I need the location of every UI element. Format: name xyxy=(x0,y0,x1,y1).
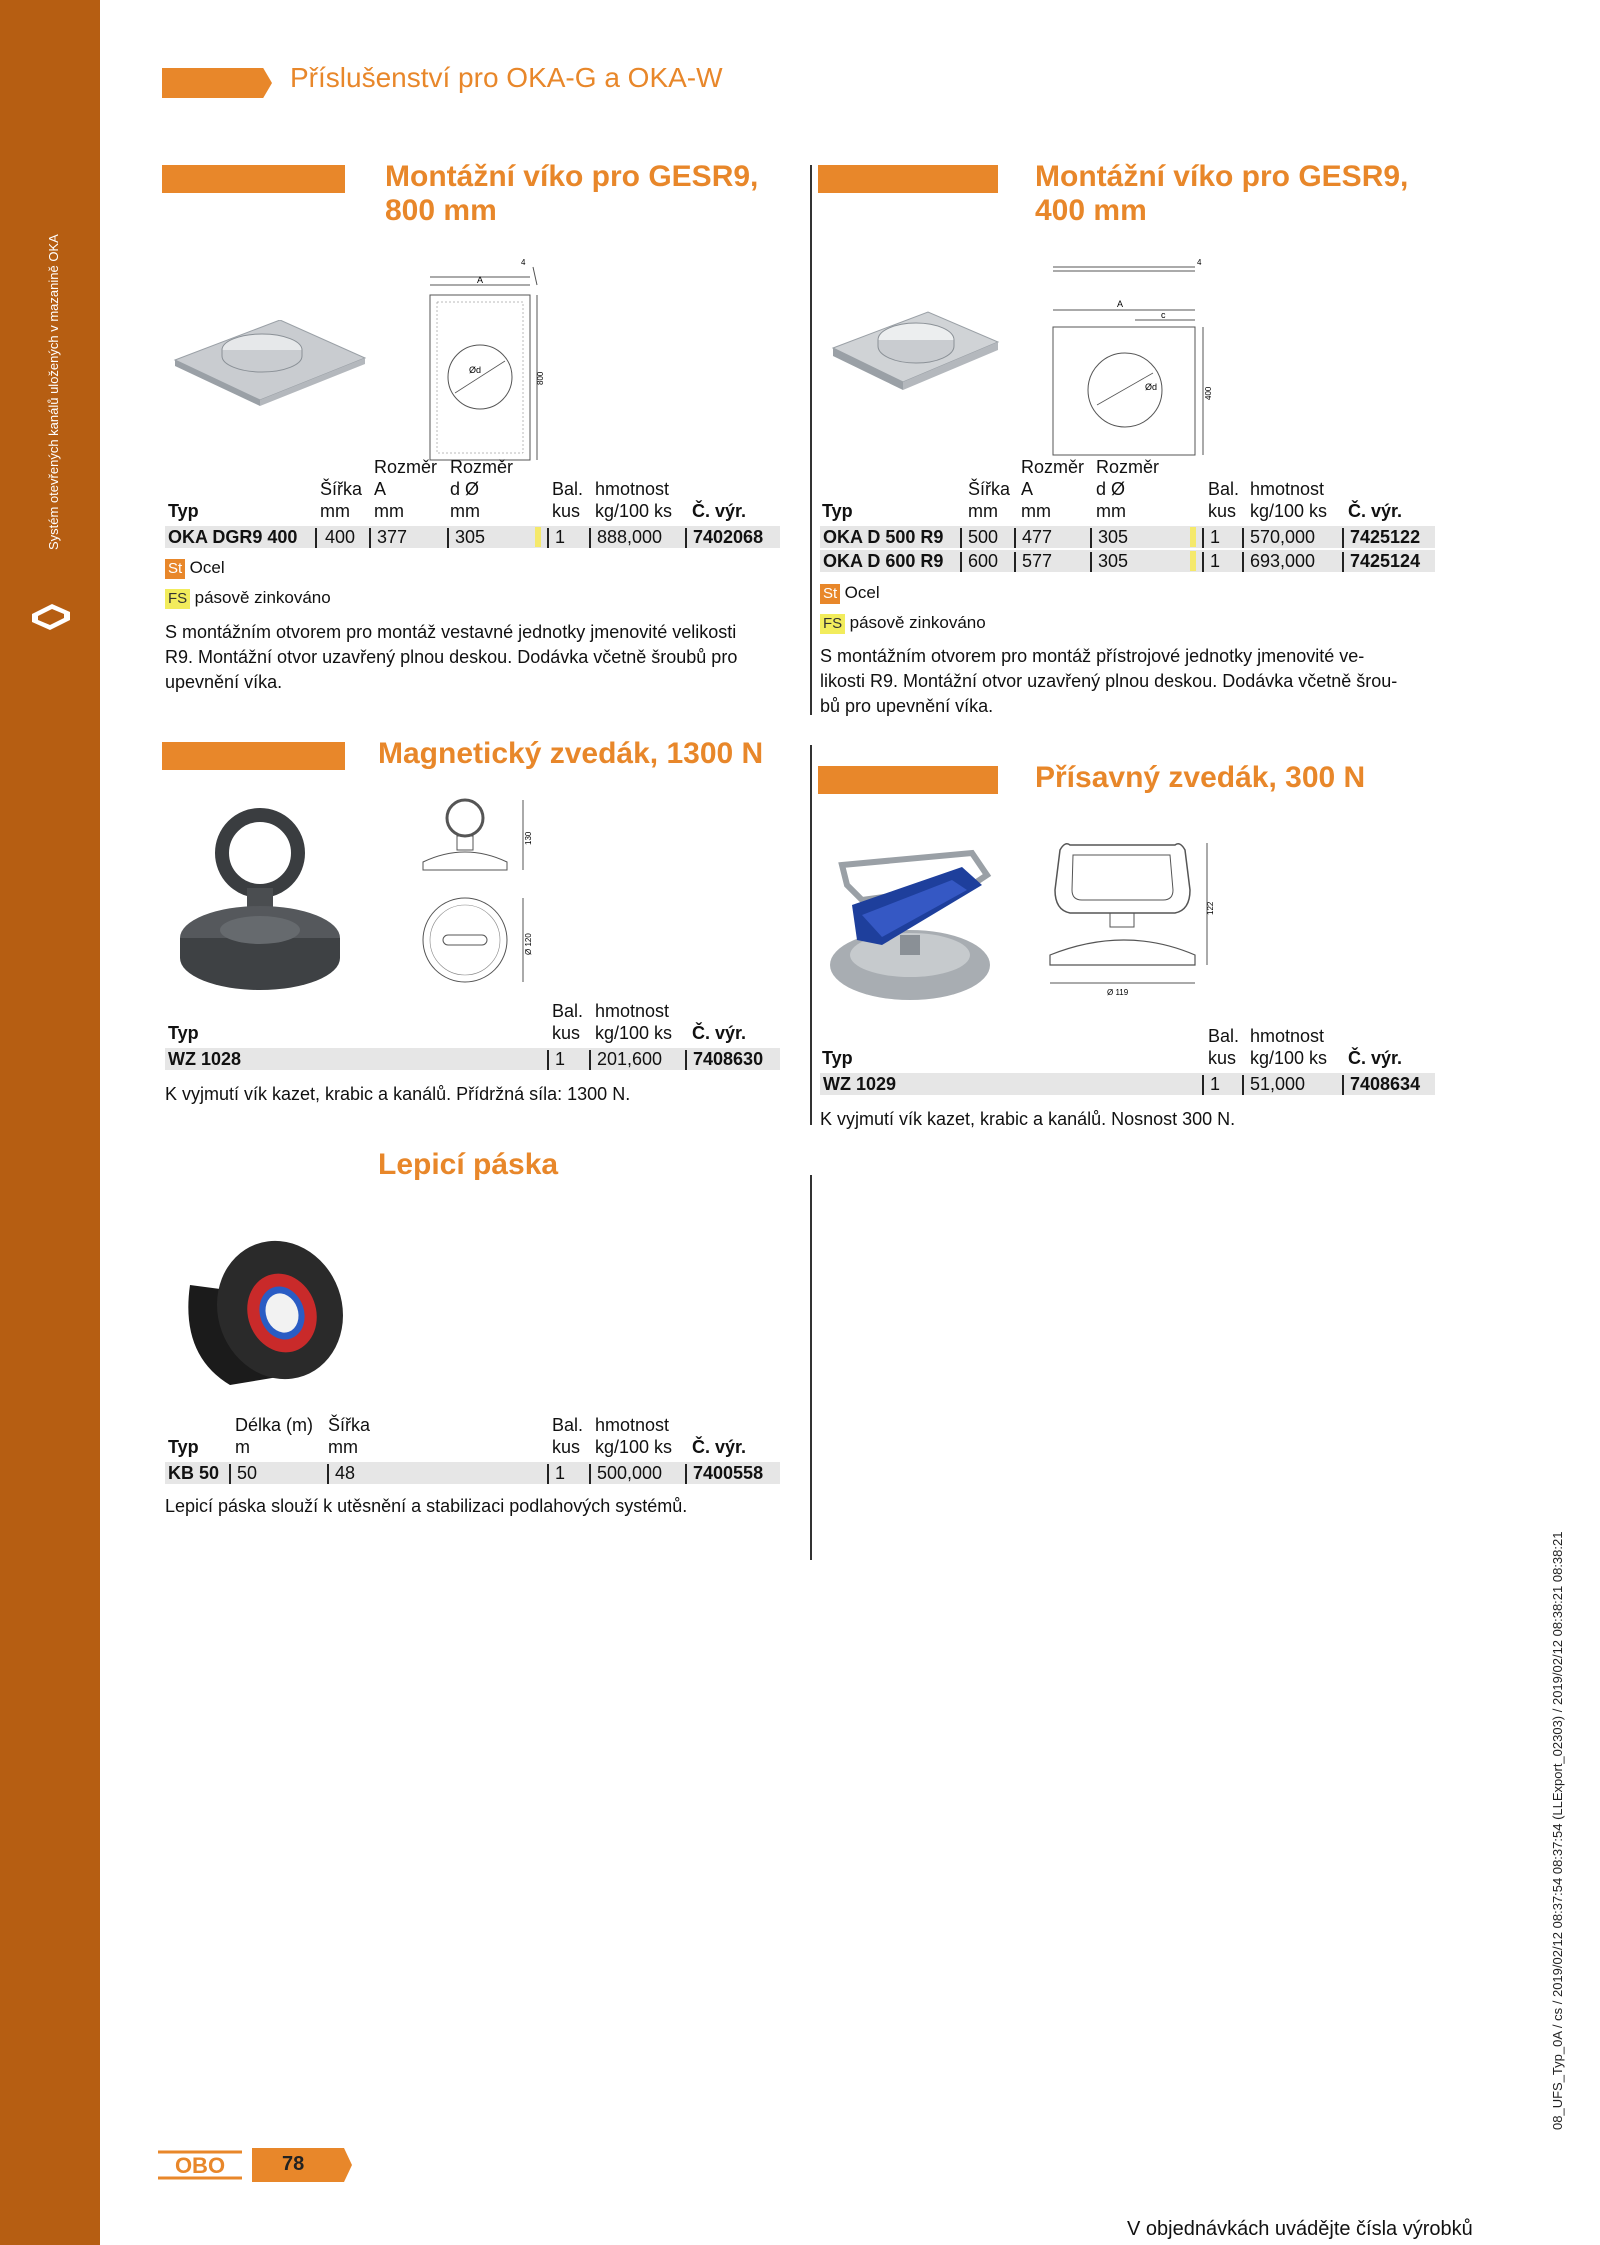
table-row: WZ 1028 1 201,600 7408630 xyxy=(165,1048,780,1070)
table-row: WZ 1029 1 51,000 7408634 xyxy=(820,1073,1435,1095)
magnetic-lifter-image xyxy=(175,808,345,993)
section-title-d400: Montážní víko pro GESR9, 400 mm xyxy=(1035,160,1409,227)
material-steel xyxy=(165,558,225,579)
cover-800-image xyxy=(170,320,370,410)
finish-code: FS xyxy=(165,589,190,609)
section-title-wz1029: Přísavný zvedák, 300 N xyxy=(1035,761,1366,794)
dim-a-label-2: A xyxy=(1117,299,1124,309)
th-typ: Typ xyxy=(168,501,199,521)
cell-kg: 888,000 xyxy=(597,527,663,547)
sidebar-text: Systém otevřených kanálů uložených v mazanině OKA xyxy=(46,234,61,550)
cell-d: 305 xyxy=(455,527,486,547)
th-kus-3: kus xyxy=(552,1023,581,1043)
section-bar-wz1029 xyxy=(818,766,998,794)
th-mm3: mm xyxy=(450,501,480,521)
dim-a-label: A xyxy=(477,275,484,285)
th-typ-3: Typ xyxy=(168,1023,199,1043)
th-d-2: d Ø xyxy=(1096,479,1126,499)
section-bar-d400 xyxy=(818,165,998,193)
th-mm-5: mm xyxy=(328,1437,358,1457)
th-hmotnost-2: hmotnost xyxy=(1250,479,1325,499)
description-kb50: Lepicí páska slouží k utěsnění a stabilizaci podlahových systémů. xyxy=(165,1496,688,1516)
suction-lifter-drawing xyxy=(1045,835,1215,1010)
th-mm3-2: mm xyxy=(1096,501,1126,521)
th-typ-2: Typ xyxy=(822,501,853,521)
th-d: d Ø xyxy=(450,479,480,499)
dim-d-label: Ød xyxy=(469,365,482,375)
cell-a: 377 xyxy=(377,527,408,547)
divider-mid-left xyxy=(810,745,812,1125)
material-finish-2: FS pásově zinkováno xyxy=(820,613,986,634)
th-rozmer-d: Rozměr xyxy=(450,457,514,477)
section-title-dgr9: Montážní víko pro GESR9, 800 mm xyxy=(385,160,759,227)
cell-sirka: 400 xyxy=(325,527,356,547)
th-rozmer-d-2: Rozměr xyxy=(1096,457,1160,477)
th-bal: Bal. xyxy=(552,479,584,499)
th-bal-4: Bal. xyxy=(1208,1026,1240,1046)
th-kg-2: kg/100 ks xyxy=(1250,501,1328,521)
cover-800-drawing xyxy=(425,255,545,470)
th-kg-4: kg/100 ks xyxy=(1250,1048,1328,1068)
table-row: OKA D 600 R9 600 577 305 1 693,000 7425124 xyxy=(820,550,1435,572)
material-steel-2: St Ocel xyxy=(820,583,880,604)
export-info: 08_UFS_Typ_0A / cs / 2019/02/12 08:37:54 08:37:54 (LLExport_02303) / 2019/02/12 08:38:21 08:38:21 xyxy=(1550,1531,1565,2130)
th-kg-3: kg/100 ks xyxy=(595,1023,673,1043)
dim-130-label: 130 xyxy=(524,831,533,845)
dim-400-label: 400 xyxy=(1204,386,1213,400)
th-hmotnost: hmotnost xyxy=(595,479,670,499)
divider-bottom-left xyxy=(810,1175,812,1560)
tape-roll-image xyxy=(170,1225,350,1395)
finish-label: pásově zinkováno xyxy=(194,588,331,607)
dim-4-label: 4 xyxy=(521,258,526,267)
page-title: Příslušenství pro OKA-G a OKA-W xyxy=(290,62,723,93)
cover-400-drawing xyxy=(1045,255,1215,460)
cell-bal: 1 xyxy=(555,527,566,547)
th-kus: kus xyxy=(552,501,581,521)
th-bal-3: Bal. xyxy=(552,1001,584,1021)
th-hmotnost-4: hmotnost xyxy=(1250,1026,1325,1046)
suction-lifter-image xyxy=(822,845,1002,1015)
cell-typ: OKA DGR9 400 xyxy=(168,527,298,547)
th-cvyr-2: Č. výr. xyxy=(1348,501,1403,521)
th-rozmer-a: Rozměr xyxy=(374,457,438,477)
th-mm2: mm xyxy=(374,501,404,521)
th-sirka: Šířka xyxy=(320,479,363,499)
section-title-wz1028: Magnetický zvedák, 1300 N xyxy=(378,737,764,770)
th-mm1-2: mm xyxy=(968,501,998,521)
cell-cvyr: 7402068 xyxy=(693,527,764,547)
th-kus-4: kus xyxy=(1208,1048,1237,1068)
th-sirka-5: Šířka xyxy=(328,1415,371,1435)
th-kg: kg/100 ks xyxy=(595,501,673,521)
th-rozmer-a-2: Rozměr xyxy=(1021,457,1085,477)
magnetic-lifter-drawing xyxy=(415,790,555,990)
section-title-kb50: Lepicí páska xyxy=(378,1148,559,1181)
table-row xyxy=(165,526,780,548)
description-wz1028: K vyjmutí vík kazet, krabic a kanálů. Přídržná síla: 1300 N. xyxy=(165,1084,631,1104)
th-delka: Délka (m) xyxy=(235,1415,314,1435)
th-a: A xyxy=(374,479,387,499)
material-code: St xyxy=(165,559,185,579)
dim-4-label-2: 4 xyxy=(1197,258,1202,267)
th-bal-5: Bal. xyxy=(552,1415,584,1435)
th-a-2: A xyxy=(1021,479,1034,499)
th-cvyr: Č. výr. xyxy=(692,501,747,521)
material-label: Ocel xyxy=(189,558,225,577)
description-wz1029: K vyjmutí vík kazet, krabic a kanálů. Nosnost 300 N. xyxy=(820,1109,1236,1129)
th-hmotnost-5: hmotnost xyxy=(595,1415,670,1435)
dim-122-label: 122 xyxy=(1206,901,1215,915)
th-bal-2: Bal. xyxy=(1208,479,1240,499)
dim-800-label: 800 xyxy=(536,371,545,385)
channel-icon xyxy=(30,600,72,638)
divider-top-left xyxy=(810,165,812,715)
th-typ-4: Typ xyxy=(822,1048,853,1068)
cover-400-image xyxy=(828,310,1003,400)
logo-text: OBO xyxy=(174,2153,226,2178)
th-cvyr-5: Č. výr. xyxy=(692,1437,747,1457)
section-bar-wz1028 xyxy=(162,742,345,770)
th-sirka-2: Šířka xyxy=(968,479,1011,499)
th-kus-2: kus xyxy=(1208,501,1237,521)
th-typ-5: Typ xyxy=(168,1437,199,1457)
page-number: 78 xyxy=(282,2153,305,2175)
dim-120-label: Ø 120 xyxy=(524,933,533,955)
th-kg-5: kg/100 ks xyxy=(595,1437,673,1457)
th-m: m xyxy=(235,1437,250,1457)
th-cvyr-4: Č. výr. xyxy=(1348,1048,1403,1068)
material-finish xyxy=(165,588,331,609)
obo-logo xyxy=(158,2150,242,2180)
th-kus-5: kus xyxy=(552,1437,581,1457)
th-cvyr-3: Č. výr. xyxy=(692,1023,747,1043)
th-hmotnost-3: hmotnost xyxy=(595,1001,670,1021)
description-d400: S montážním otvorem pro montáž přístrojové jednotky jmenovité ve- likosti R9. Montážní otvor uzavřený plnou deskou. Dodávka včetně šrou- bů pro upevnění víka. xyxy=(820,646,1398,716)
section-bar-dgr9 xyxy=(162,165,345,193)
table-row: OKA D 500 R9 500 477 305 1 570,000 7425122 xyxy=(820,526,1435,548)
dim-119-label: Ø 119 xyxy=(1107,988,1129,997)
dim-c-label: c xyxy=(1161,310,1166,320)
table-row: KB 50 50 48 1 500,000 7400558 xyxy=(165,1462,780,1484)
header-bar xyxy=(162,68,272,98)
dim-d-label-2: Ød xyxy=(1145,382,1158,392)
description-dgr9: S montážním otvorem pro montáž vestavné jednotky jmenovité velikosti R9. Montážní otvor uzavřený plnou deskou. Dodávka včetně šroubů pro upevnění víka. xyxy=(165,622,738,692)
th-mm2-2: mm xyxy=(1021,501,1051,521)
footer-note: V objednávkách uvádějte čísla výrobků xyxy=(1127,2218,1473,2240)
th-mm1: mm xyxy=(320,501,350,521)
